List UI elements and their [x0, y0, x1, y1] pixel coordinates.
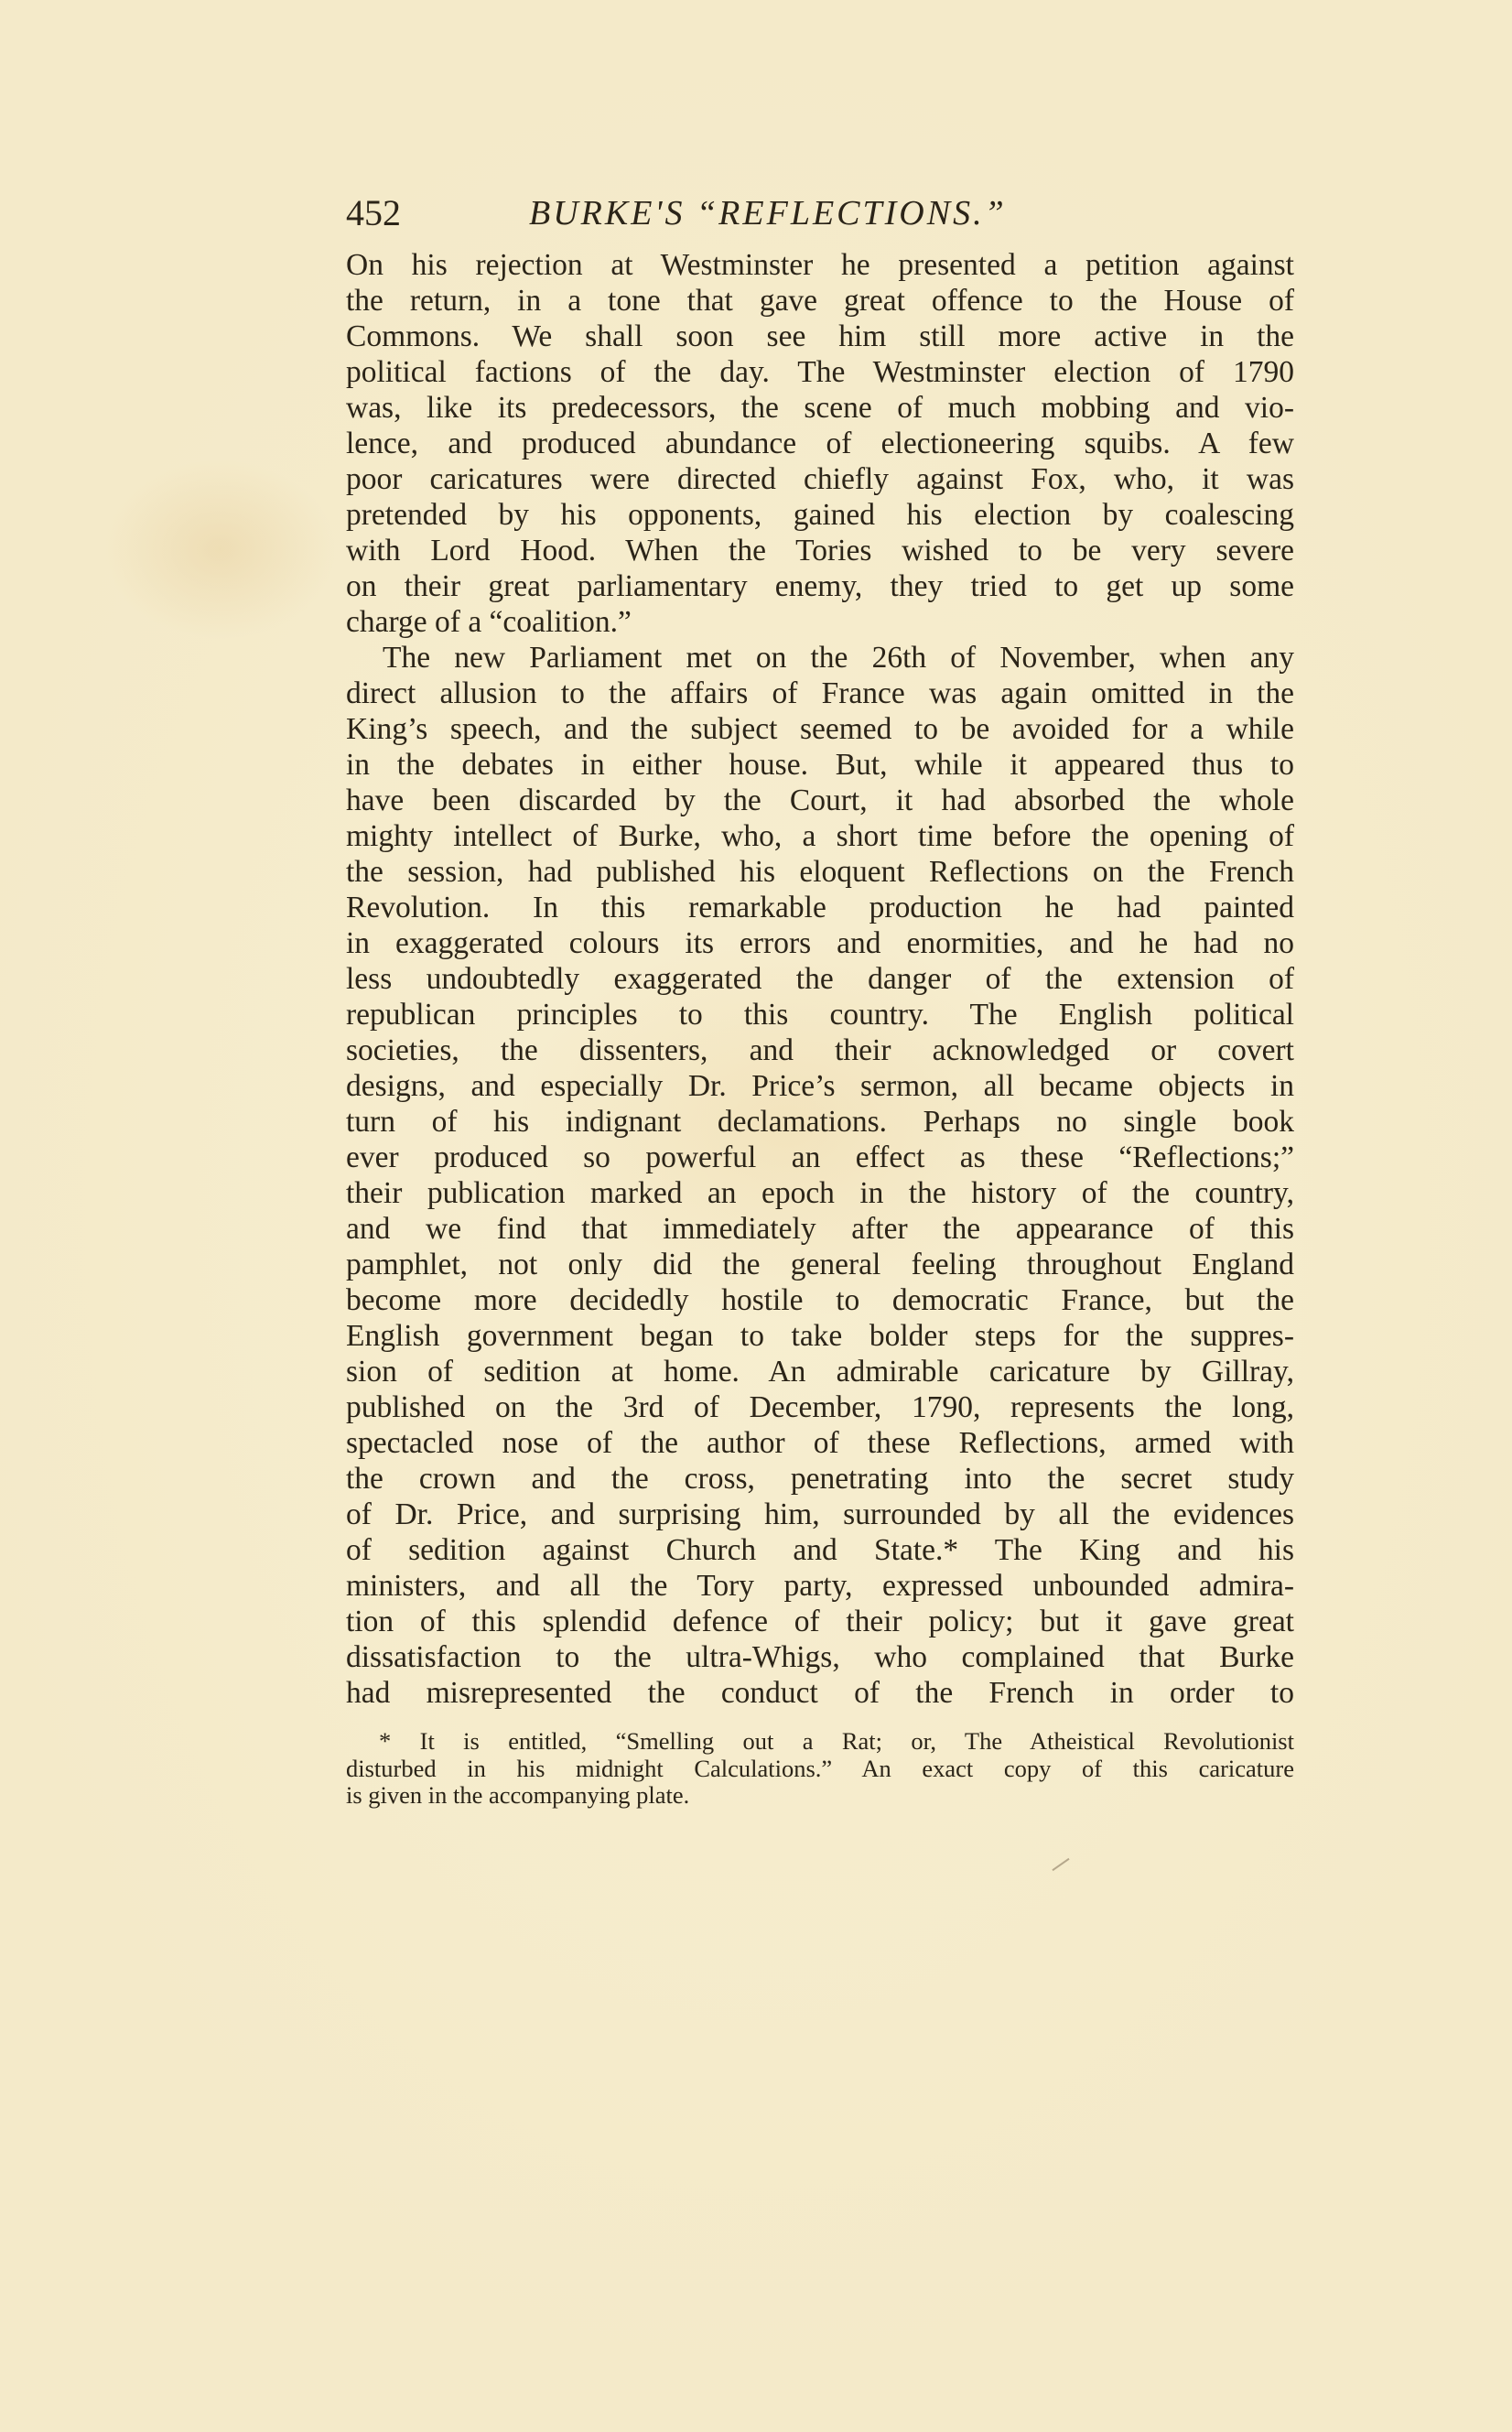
- footnote-line: is given in the accompanying plate.: [346, 1781, 690, 1809]
- body-line: was, like its predecessors, the scene of much mobbing and vio-: [346, 391, 1294, 425]
- body-line: ministers, and all the Tory party, expressed unbounded admira-: [346, 1569, 1294, 1603]
- body-line: tion of this splendid defence of their policy; but it gave great: [346, 1605, 1294, 1638]
- body-line: poor caricatures were directed chiefly against Fox, who, it was: [346, 462, 1294, 496]
- body-line: direct allusion to the affairs of France was again omitted in the: [346, 676, 1294, 710]
- body-line: had misrepresented the conduct of the French in order to: [346, 1676, 1294, 1710]
- body-line: the session, had published his eloquent Reflections on the French: [346, 855, 1294, 889]
- paragraph-start-line: The new Parliament met on the 26th of November, when any: [383, 641, 1294, 675]
- body-line: less undoubtedly exaggerated the danger of the extension of: [346, 962, 1294, 996]
- pencil-mark: [1052, 1858, 1069, 1871]
- body-line: republican principles to this country. The English political: [346, 998, 1294, 1032]
- body-line: published on the 3rd of December, 1790, represents the long,: [346, 1390, 1294, 1424]
- body-line: Commons. We shall soon see him still more active in the: [346, 319, 1294, 353]
- paragraph-end-line: charge of a “coalition.”: [346, 605, 632, 639]
- body-line: become more decidedly hostile to democratic France, but the: [346, 1283, 1294, 1317]
- body-line: English government began to take bolder steps for the suppres-: [346, 1319, 1294, 1353]
- body-line: On his rejection at Westminster he presented a petition against: [346, 248, 1294, 282]
- body-line: pretended by his opponents, gained his election by coalescing: [346, 498, 1294, 532]
- running-head: BURKE'S “REFLECTIONS.”: [529, 194, 1007, 232]
- footnote-line: * It is entitled, “Smelling out a Rat; or, The Atheistical Revolutionist: [379, 1727, 1294, 1755]
- body-line: sion of sedition at home. An admirable caricature by Gillray,: [346, 1355, 1294, 1389]
- body-line: their publication marked an epoch in the history of the country,: [346, 1176, 1294, 1210]
- body-line: designs, and especially Dr. Price’s sermon, all became objects in: [346, 1069, 1294, 1103]
- body-line: with Lord Hood. When the Tories wished to be very severe: [346, 534, 1294, 567]
- body-line: in the debates in either house. But, while it appeared thus to: [346, 748, 1294, 782]
- body-line: spectacled nose of the author of these Reflections, armed with: [346, 1426, 1294, 1460]
- footnote-line: disturbed in his midnight Calculations.” An exact copy of this caricature: [346, 1754, 1294, 1782]
- body-line: the return, in a tone that gave great offence to the House of: [346, 284, 1294, 318]
- body-line: ever produced so powerful an effect as these “Reflections;”: [346, 1140, 1294, 1174]
- body-line: Revolution. In this remarkable production he had painted: [346, 891, 1294, 924]
- body-line: dissatisfaction to the ultra-Whigs, who complained that Burke: [346, 1640, 1294, 1674]
- body-line: King’s speech, and the subject seemed to be avoided for a while: [346, 712, 1294, 746]
- body-text: [346, 247, 1294, 1711]
- body-line: in exaggerated colours its errors and enormities, and he had no: [346, 926, 1294, 960]
- body-line: pamphlet, not only did the general feeling throughout England: [346, 1248, 1294, 1281]
- page-number: 452: [346, 192, 401, 233]
- body-line: and we find that immediately after the appearance of this: [346, 1212, 1294, 1246]
- body-line: of sedition against Church and State.* The King and his: [346, 1533, 1294, 1567]
- body-line: lence, and produced abundance of electioneering squibs. A few: [346, 427, 1294, 460]
- footnote: [346, 1728, 1294, 1810]
- body-line: of Dr. Price, and surprising him, surrounded by all the evidences: [346, 1497, 1294, 1531]
- body-line: the crown and the cross, penetrating into the secret study: [346, 1462, 1294, 1496]
- page-header: [346, 190, 1298, 236]
- body-line: have been discarded by the Court, it had absorbed the whole: [346, 784, 1294, 817]
- body-line: turn of his indignant declamations. Perhaps no single book: [346, 1105, 1294, 1139]
- body-line: mighty intellect of Burke, who, a short time before the opening of: [346, 819, 1294, 853]
- body-line: political factions of the day. The Westminster election of 1790: [346, 355, 1294, 389]
- body-line: societies, the dissenters, and their acknowledged or covert: [346, 1033, 1294, 1067]
- body-line: on their great parliamentary enemy, they tried to get up some: [346, 569, 1294, 603]
